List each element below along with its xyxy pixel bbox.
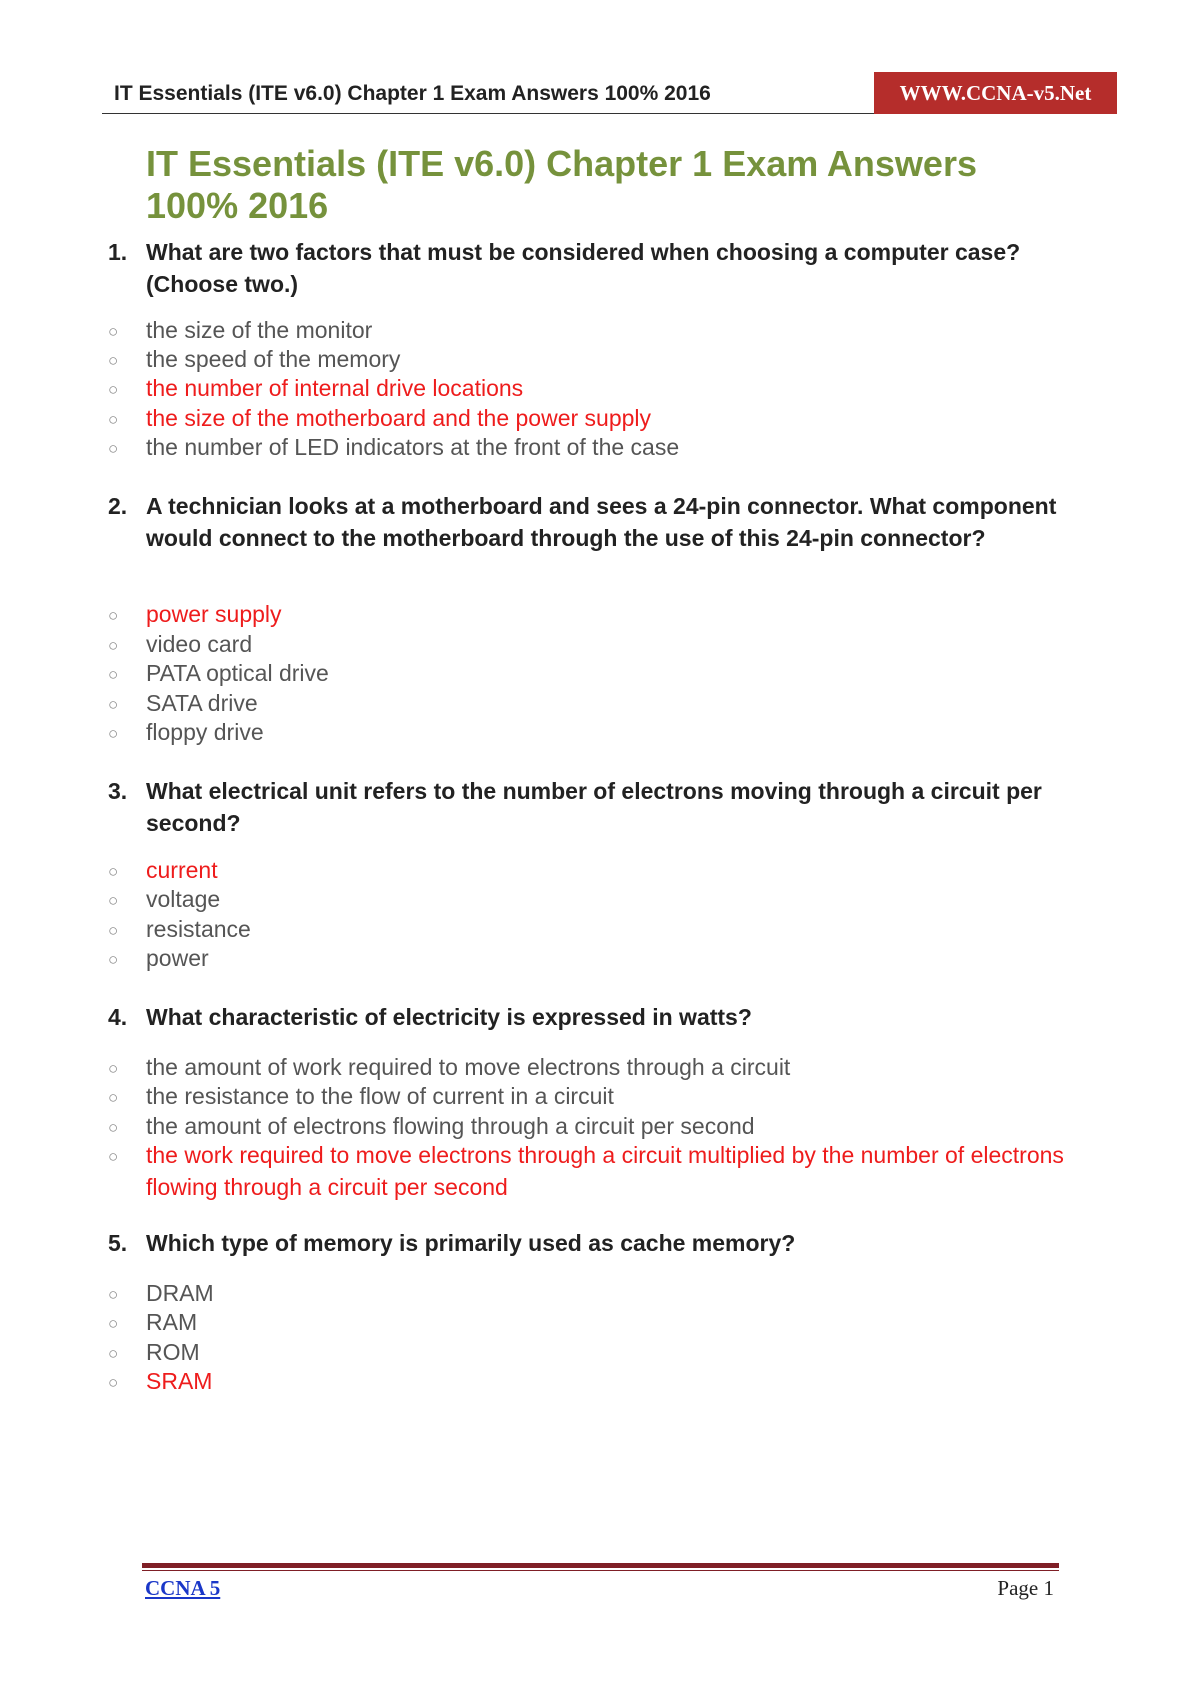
circle-bullet-icon: ○ xyxy=(108,1314,119,1333)
circle-bullet-icon: ○ xyxy=(108,1118,119,1137)
question-text: Which type of memory is primarily used as cache memory? xyxy=(146,1230,796,1256)
option-text: current xyxy=(146,857,218,883)
question-number: 4. xyxy=(108,1004,128,1030)
circle-bullet-icon: ○ xyxy=(108,891,119,910)
circle-bullet-icon: ○ xyxy=(108,665,119,684)
option-text: the amount of work required to move electrons through a circuit xyxy=(146,1054,791,1080)
page-header xyxy=(102,72,1117,114)
option-text: the number of LED indicators at the front of the case xyxy=(146,434,680,460)
site-badge[interactable]: WWW.CCNA-v5.Net xyxy=(874,72,1117,114)
page-title: IT Essentials (ITE v6.0) Chapter 1 Exam Answers 100% 2016 xyxy=(146,143,977,226)
option-text: voltage xyxy=(146,886,221,912)
circle-bullet-icon: ○ xyxy=(108,636,119,655)
circle-bullet-icon: ○ xyxy=(108,921,119,940)
circle-bullet-icon: ○ xyxy=(108,1147,119,1166)
header-title: IT Essentials (ITE v6.0) Chapter 1 Exam Answers 100% 2016 xyxy=(114,82,711,105)
option-text: power xyxy=(146,945,209,971)
question-number: 5. xyxy=(108,1230,128,1256)
option-text: the speed of the memory xyxy=(146,346,401,372)
option-text: ROM xyxy=(146,1339,200,1365)
circle-bullet-icon: ○ xyxy=(108,950,119,969)
option-text: the number of internal drive locations xyxy=(146,375,524,401)
question-text: What characteristic of electricity is expressed in watts? xyxy=(146,1004,752,1030)
circle-bullet-icon: ○ xyxy=(108,1285,119,1304)
header-divider xyxy=(102,113,874,114)
circle-bullet-icon: ○ xyxy=(108,1344,119,1363)
question-text: A technician looks at a motherboard and sees a 24-pin connector. What component would connect to the motherboard through the use of this 24-pin connector? xyxy=(146,493,1057,551)
question-number: 3. xyxy=(108,778,128,804)
circle-bullet-icon: ○ xyxy=(108,439,119,458)
option-text: the work required to move electrons through a circuit multiplied by the number of electrons flowing through a circuit per second xyxy=(146,1142,1064,1200)
option-text: the size of the motherboard and the power supply xyxy=(146,405,652,431)
circle-bullet-icon: ○ xyxy=(108,322,119,341)
option-text: the resistance to the flow of current in a circuit xyxy=(146,1083,614,1109)
option-text: floppy drive xyxy=(146,719,264,745)
circle-bullet-icon: ○ xyxy=(108,1059,119,1078)
circle-bullet-icon: ○ xyxy=(108,695,119,714)
circle-bullet-icon: ○ xyxy=(108,380,119,399)
circle-bullet-icon: ○ xyxy=(108,862,119,881)
option-text: SATA drive xyxy=(146,690,258,716)
option-text: PATA optical drive xyxy=(146,660,329,686)
footer-divider xyxy=(142,1563,1059,1568)
circle-bullet-icon: ○ xyxy=(108,1373,119,1392)
option-text: DRAM xyxy=(146,1280,214,1306)
option-text: resistance xyxy=(146,916,251,942)
circle-bullet-icon: ○ xyxy=(108,606,119,625)
circle-bullet-icon: ○ xyxy=(108,724,119,743)
option-text: the size of the monitor xyxy=(146,317,373,343)
page-number: Page 1 xyxy=(997,1576,1054,1600)
circle-bullet-icon: ○ xyxy=(108,351,119,370)
option-text: the amount of electrons flowing through a circuit per second xyxy=(146,1113,755,1139)
circle-bullet-icon: ○ xyxy=(108,1088,119,1107)
footer-divider-thin xyxy=(142,1570,1059,1571)
option-text: RAM xyxy=(146,1309,198,1335)
question-text: What electrical unit refers to the number of electrons moving through a circuit per second? xyxy=(146,778,1042,836)
question-number: 1. xyxy=(108,239,128,265)
circle-bullet-icon: ○ xyxy=(108,410,119,429)
option-text: video card xyxy=(146,631,253,657)
question-text: What are two factors that must be considered when choosing a computer case? (Choose two.) xyxy=(146,239,1021,297)
question-number: 2. xyxy=(108,493,128,519)
option-text: power supply xyxy=(146,601,282,627)
footer-link-ccna[interactable]: CCNA 5 xyxy=(145,1576,221,1600)
option-text: SRAM xyxy=(146,1368,213,1394)
